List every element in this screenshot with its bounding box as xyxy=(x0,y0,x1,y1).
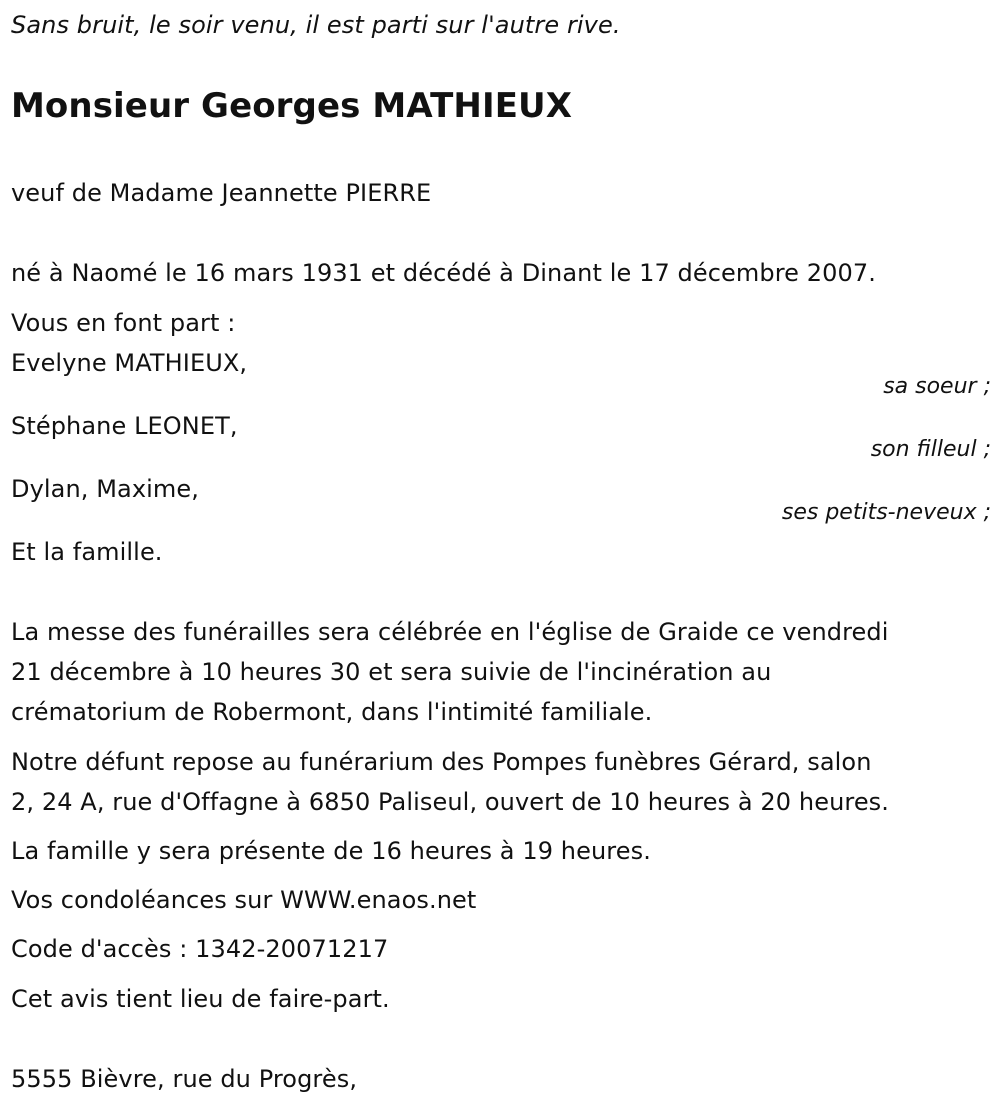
deceased-name: Monsieur Georges MATHIEUX xyxy=(11,86,573,126)
access-code-line: Code d'accès : 1342-20071217 xyxy=(11,935,389,963)
notice-line: Cet avis tient lieu de faire-part. xyxy=(11,985,390,1013)
family-member-relation: son filleul ; xyxy=(870,437,991,462)
family-end: Et la famille. xyxy=(11,538,163,566)
family-presence-line: La famille y sera présente de 16 heures à 19 heures. xyxy=(11,837,651,865)
family-member-name: Stéphane LEONET, xyxy=(11,412,238,440)
spouse-line: veuf de Madame Jeannette PIERRE xyxy=(11,179,432,207)
rest-line: 2, 24 A, rue d'Offagne à 6850 Paliseul, ouvert de 10 heures à 20 heures. xyxy=(11,788,890,816)
ceremony-line: La messe des funérailles sera célébrée en l'église de Graide ce vendredi xyxy=(11,618,889,646)
announce-intro: Vous en font part : xyxy=(11,309,236,337)
ceremony-line: 21 décembre à 10 heures 30 et sera suivie de l'incinération au xyxy=(11,658,772,686)
condolences-line: Vos condoléances sur WWW.enaos.net xyxy=(11,886,477,914)
rest-line: Notre défunt repose au funérarium des Pompes funèbres Gérard, salon xyxy=(11,748,872,776)
family-member-relation: sa soeur ; xyxy=(883,374,991,399)
family-member-name: Evelyne MATHIEUX, xyxy=(11,349,248,377)
family-member-name: Dylan, Maxime, xyxy=(11,475,199,503)
address-line: 5555 Bièvre, rue du Progrès, xyxy=(11,1065,358,1093)
family-member-relation: ses petits-neveux ; xyxy=(781,500,991,525)
birth-death-line: né à Naomé le 16 mars 1931 et décédé à Dinant le 17 décembre 2007. xyxy=(11,259,876,287)
ceremony-line: crématorium de Robermont, dans l'intimité familiale. xyxy=(11,698,653,726)
epigraph: Sans bruit, le soir venu, il est parti sur l'autre rive. xyxy=(11,11,621,39)
